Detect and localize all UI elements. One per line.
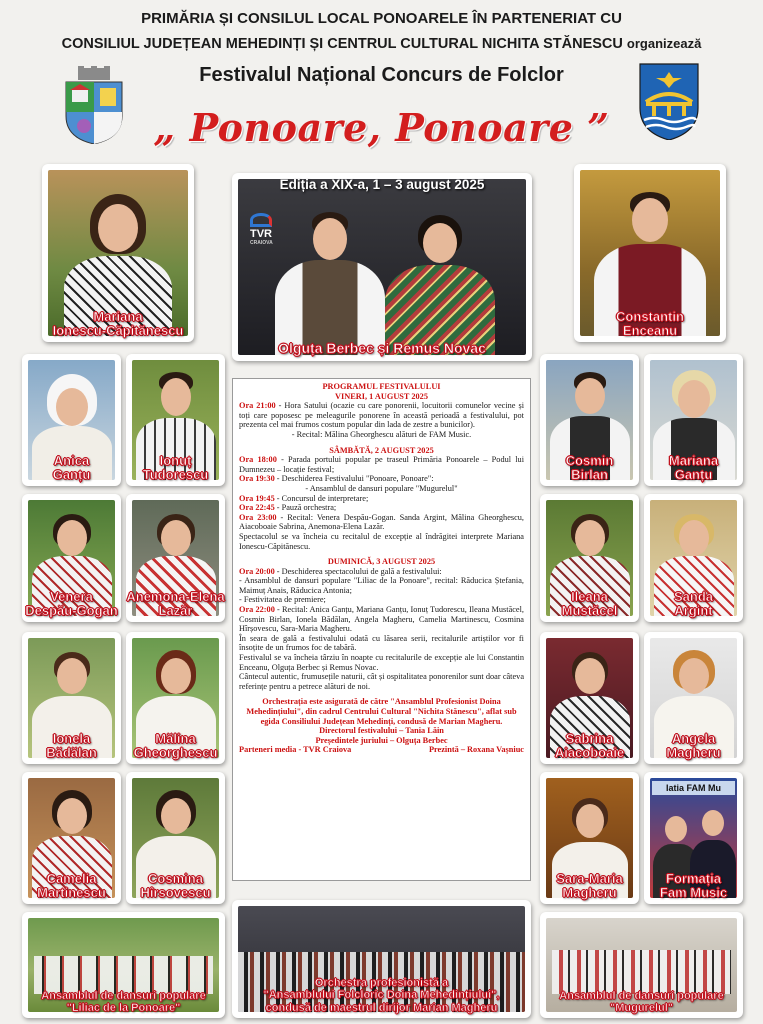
event-time: Ora 21:00 bbox=[239, 401, 276, 411]
ensemble-name: Ansamblul de dansuri populare "Mugurelul" bbox=[559, 990, 724, 1014]
program-title: PROGRAMUL FESTIVALULUI bbox=[322, 382, 441, 391]
orchestra-caption: Orchestra profesionistă a "Ansamblului Folcloric Doina Mehedințiului", condusă de maestrul dirijor Marian Magheru bbox=[263, 976, 500, 1014]
event-text: - Hora Satului (ocazie cu care ponorenii, locuitorii comunelor vecine și toți care poposesc pe meleagurile ponorene în această perioadă a festivalului, pot prezenta cel mai frumos costum popular din lada de zestre a bunicilor). bbox=[239, 401, 524, 430]
day2-event bbox=[239, 455, 524, 474]
event-time: Ora 19:30 bbox=[239, 474, 275, 484]
mehedinti-coat-of-arms-icon bbox=[638, 62, 700, 140]
artist-card-cosmina bbox=[126, 772, 225, 904]
ponoarele-coat-of-arms-icon bbox=[64, 66, 124, 144]
event-time: Ora 23:00 bbox=[239, 512, 277, 522]
headliner-photo-card bbox=[232, 173, 532, 361]
artist-name: Sabrina Aiacoboaie bbox=[554, 731, 625, 760]
artist-name: Constantin Enceanu bbox=[616, 309, 684, 338]
artist-card-ileana bbox=[540, 494, 639, 622]
day3-awards: - Festivitatea de premiere; bbox=[239, 595, 326, 605]
edition-dates: Ediția a XIX-a, 1 – 3 august 2025 bbox=[279, 177, 485, 192]
artist-name: Anemona-Elena Lazăr bbox=[126, 589, 225, 618]
day2-event bbox=[239, 513, 524, 532]
artist-name: Sanda Argint bbox=[673, 589, 713, 618]
festival-title: Festivalul Național Concurs de Folclor bbox=[199, 64, 564, 86]
event-text: - Parada portului popular pe traseul Primăria Ponoarele – Podul lui Dumnezeu – locație festival; bbox=[239, 455, 525, 474]
day3-campfire: În seara de gală a festivalului odată cu lăsarea serii, recitalurile artiștilor vor fi însoțite de un frumos foc de tabără. bbox=[239, 633, 524, 653]
ensemble-card-mugurelul bbox=[540, 912, 743, 1018]
artist-card-mariana-ionescu bbox=[42, 164, 194, 342]
day3-event bbox=[239, 605, 524, 634]
header-partners: CONSILIUL JUDEȚEAN MEHEDINȚI ȘI CENTRUL CULTURAL NICHITA STĂNESCU bbox=[61, 36, 623, 52]
artist-card-angela bbox=[644, 632, 743, 764]
media-partner: Parteneri media - TVR Craiova bbox=[239, 745, 352, 755]
fam-music-banner: Iatia FAM Mu bbox=[652, 781, 735, 795]
artist-card-fam-music bbox=[644, 772, 743, 904]
tvr-logo-subtitle: CRAIOVA bbox=[250, 240, 273, 246]
event-time: Ora 20:00 bbox=[239, 566, 275, 576]
event-text: - Recital: Venera Despău-Gogan. Sanda Argint, Mălina Gheorghescu, Aiacoboaie Sabrina, Anemona-Elena Lazăr. bbox=[239, 512, 525, 532]
jury-president: Președintele juriului – Olguța Berbec bbox=[315, 735, 448, 745]
artist-name: Mariana Ganțu bbox=[668, 453, 719, 482]
day1-recital: - Recital: Mălina Gheorghescu alături de FAM Music. bbox=[291, 429, 472, 439]
artist-name: Formația Fam Music bbox=[659, 871, 728, 900]
artist-name: Sara-Maria Magheru bbox=[556, 871, 623, 900]
artist-name: Cosmina Hîrsovescu bbox=[140, 871, 211, 900]
artist-card-malina bbox=[126, 632, 225, 764]
header-partners-line bbox=[0, 36, 763, 52]
header-organizer-line: PRIMĂRIA ȘI CONSILUL LOCAL PONOARELE ÎN PARTENERIAT CU bbox=[141, 10, 622, 27]
event-time: Ora 22:45 bbox=[239, 503, 275, 513]
artist-card-mariana-gantu bbox=[644, 354, 743, 486]
artist-name: Mariana Ionescu-Căpitănescu bbox=[52, 309, 184, 338]
tvr-logo-text: TVR bbox=[250, 228, 272, 240]
artist-name: Mălina Gheorghescu bbox=[133, 731, 218, 760]
artist-name: Camelia Martinescu bbox=[37, 871, 106, 900]
artist-name: Ileana Mustăcel bbox=[561, 589, 618, 618]
artist-card-anemona bbox=[126, 494, 225, 622]
artist-card-sanda bbox=[644, 494, 743, 622]
festival-director: Directorul festivalului – Tania Lăin bbox=[319, 726, 444, 736]
day2-closing: Spectacolul se va încheia cu recitalul de excepție al îndrăgitei interprete Mariana Ionescu-Căpitănescu. bbox=[239, 531, 524, 551]
day1-heading: VINERI, 1 AUGUST 2025 bbox=[335, 391, 428, 401]
orchestra-card bbox=[232, 900, 531, 1018]
day2-event bbox=[239, 474, 524, 484]
ensemble-name: Ansamblul de dansuri populare "Liliac de la Ponoare" bbox=[41, 990, 206, 1014]
artist-name: Venera Despău-Gogan bbox=[25, 589, 118, 618]
artist-name: Cosmin Birlan bbox=[565, 453, 614, 482]
event-time: Ora 19:45 bbox=[239, 493, 275, 503]
day2-event bbox=[239, 494, 524, 504]
artist-name: Ionuț Tudorescu bbox=[142, 453, 209, 482]
day3-finale: Festivalul se va încheia târziu în noapte cu recitalurile de excepție ale lui Constantin Enceanu, Olguța Berbec și Remus Novac. bbox=[239, 653, 524, 672]
artist-name: Anica Ganțu bbox=[52, 453, 91, 482]
header-organizes: organizează bbox=[626, 36, 702, 51]
day3-invitation: Cântecul autentic, frumusețile naturii, cât și ospitalitatea ponorenilor sunt doar câteva referințe pentru a petrece alături de noi. bbox=[239, 672, 524, 691]
artist-card-sabrina bbox=[540, 632, 639, 764]
ensemble-card-liliac bbox=[22, 912, 225, 1018]
day1-event bbox=[239, 401, 524, 430]
day2-heading: SÂMBĂTĂ, 2 AUGUST 2025 bbox=[329, 445, 434, 455]
orchestra-note: Orchestrația este asigurată de către "Ansamblul Profesionist Doina Mehedințiului", din cadrul Centrului Cultural "Nichita Stănescu", aflat sub egida Consiliului Județean Mehedinți, condusă de Marian Magheru. bbox=[246, 697, 517, 726]
artist-card-anica-gantu bbox=[22, 354, 121, 486]
artist-name: Angela Magheru bbox=[666, 731, 721, 760]
event-text: - Recital: Anica Ganțu, Mariana Ganțu, Ionuț Tudorescu, Ileana Mustăcel, Cosmin Birlan, Ionela Bădălan, Angela Magheru, Camelia Martinescu, Cosmina Hîrșovescu, Sara-Maria Magheru. bbox=[239, 605, 524, 634]
event-text: - Concursul de interpretare; bbox=[274, 493, 369, 503]
artist-name: Ionela Bădălan bbox=[46, 731, 97, 760]
host: Prezintă – Roxana Vașniuc bbox=[428, 745, 524, 755]
artist-card-cosmin-birlan bbox=[540, 354, 639, 486]
artist-card-constantin-enceanu bbox=[574, 164, 726, 342]
event-time: Ora 22:00 bbox=[239, 605, 275, 615]
day2-event bbox=[239, 503, 524, 513]
headliner-photo bbox=[238, 179, 526, 355]
headliner-caption: Olguța Berbec și Remus Novac bbox=[278, 340, 486, 356]
day2-ensemble: - Ansamblul de dansuri populare "Mugurelul" bbox=[305, 483, 458, 493]
day3-ensemble: - Ansamblul de dansuri populare "Liliac de la Ponoare", recital: Răducica Ștefania, Maimuț Anais, Răducica Antonia; bbox=[239, 576, 524, 595]
event-time: Ora 18:00 bbox=[239, 455, 277, 465]
festival-slogan: „ Ponoare, Ponoare ” bbox=[153, 105, 610, 150]
day3-heading: DUMINICĂ, 3 AUGUST 2025 bbox=[327, 557, 436, 567]
artist-card-venera bbox=[22, 494, 121, 622]
tvr-craiova-logo bbox=[250, 213, 273, 246]
festival-program bbox=[232, 378, 531, 881]
event-text: - Pauză orchestra; bbox=[274, 503, 337, 513]
event-text: - Deschiderea Festivalului "Ponoare, Ponoare": bbox=[274, 474, 434, 484]
artist-card-camelia bbox=[22, 772, 121, 904]
event-text: - Deschiderea spectacolului de gală a festivalului: bbox=[274, 566, 442, 576]
artist-card-sara-maria bbox=[540, 772, 639, 904]
day3-event bbox=[239, 567, 524, 577]
artist-card-ionela bbox=[22, 632, 121, 764]
program-footer bbox=[239, 745, 524, 755]
tvr-logo-icon bbox=[250, 213, 272, 227]
artist-card-ionut-tudorescu bbox=[126, 354, 225, 486]
